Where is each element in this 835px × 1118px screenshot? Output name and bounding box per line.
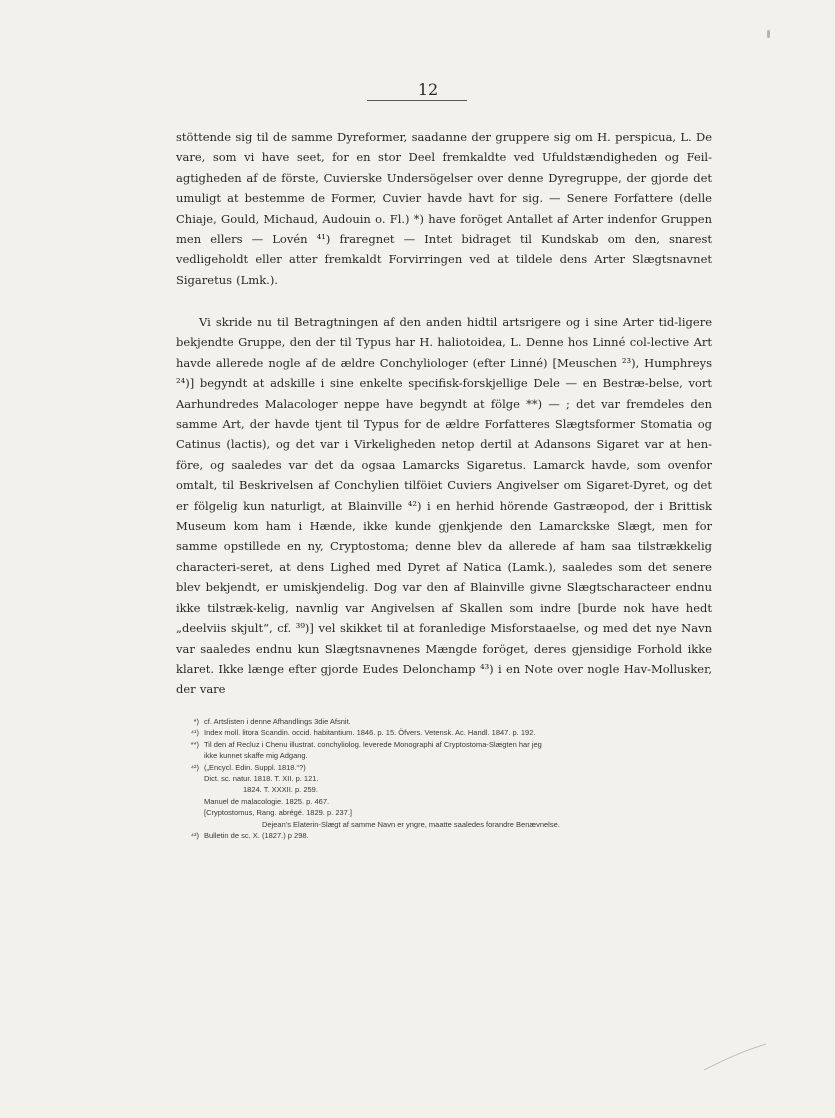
footnote-text-continued: ikke kunnet skaffe mig Adgang.: [204, 751, 308, 761]
page-number: 12: [417, 80, 439, 99]
footnote-mark: **): [190, 739, 199, 749]
footnote-text: („Encycl. Edin. Suppl. 1818.“?): [204, 762, 306, 772]
footnote-dict-line-1: Dict. sc. natur. 1818. T. XII. p. 121.: [204, 774, 319, 784]
body-paragraph-1: stöttende sig til de samme Dyreformer, saadanne der gruppere sig om H. perspicua, L. De vare, som vi have seet, for en stor Deel fremkaldte ved Ufuldstændigheden og Feil-agtigheden af de förste, Cuvierske Undersögelser over denne Dyregruppe, der gjorde det umuligt at bestemme de Former, Cuvier havde havt for sig. — Senere Forfattere (delle Chiaje, Gould, Michaud, Audouin o. Fl.) *) have foröget Antallet af Arter indenfor Gruppen men ellers — Lovén ⁴¹) fraregnet — Intet bidraget til Kundskab om den, snarest vedligeholdt eller atter fremkaldt Forvirringen ved at tildele dens Arter Slægtsnavnet Sigaretus (Lmk.).: [176, 130, 712, 287]
footnote-42: [176, 762, 786, 830]
footnote-double-star: [176, 739, 786, 762]
footnote-mark: ⁴²): [190, 762, 199, 772]
pencil-mark: [700, 1042, 770, 1072]
footnote-43: [176, 830, 786, 841]
footnote-star: [176, 716, 786, 727]
footnote-text: Til den af Recluz i Chenu illustrat. conchyliolog. leverede Monographi af Cryptostoma-Slægten har jeg: [204, 739, 542, 749]
footnote-text: Index moll. litora Scandin. occid. habitantium. 1846. p. 15. Öfvers. Vetensk. Ac. Handl. 1847. p. 192.: [204, 728, 536, 738]
footnotes: [176, 716, 786, 841]
footnote-mark: *): [193, 717, 199, 726]
footnote-cryptostomus: [Cryptostomus, Rang. abrégé. 1829. p. 237.]: [204, 808, 353, 818]
paper-stain: [767, 30, 770, 38]
footnote-text: Bulletin de sc. X. (1827.) p 298.: [204, 831, 309, 841]
body-paragraph-2: Vi skride nu til Betragtningen af den anden hidtil artsrigere og i sine Arter tid-ligere bekjendte Gruppe, den der til Typus har H. haliotoidea, L. Denne hos Linné col-lective Art havde allerede nogle af de ældre Conchyliologer (efter Linné) [Meuschen ²³), Humphreys ²⁴)] begyndt at adskille i sine enkelte specifisk-forskjellige Dele — en Bestræ-belse, vort Aarhundredes Malacologer neppe have begyndt at fölge **) — ; det var fremdeles den samme Art, der havde tjent til Typus for de ældre Forfatteres Slægtsformer Stomatia og Catinus (lactis), og det var i Virkeligheden netop dertil at Adansons Sigaret var at hen-före, og saaledes var det da ogsaa Lamarcks Sigaretus. Lamarck havde, som ovenfor omtalt, til Beskrivelsen af Conchylien tilföiet Cuviers Angivelser om Sigaret-Dyret, og det er fölgelig kun naturligt, at Blainville ⁴²) i en herhid hörende Gastræopod, der i Brittisk Museum kom ham i Hænde, ikke kunde gjenkjende den Lamarckske Slægt, men for samme opstillede en ny, Cryptostoma; denne blev da allerede af ham saa tilstrækkelig characteri-seret, at dens Lighed med Dyret af Natica (Lamk.), saaledes som det senere blev bekjendt, er umiskjendelig. Dog var den af Blainville givne Slægtscharacteer endnu ikke tilstræk-kelig, navnlig var Angivelsen af Skallen som indre [burde nok have hedt „deelviis skjult“, cf. ³⁹)] vel skikket til at foranledige Misforstaaelse, og med det nye Navn var saaledes endnu kun Slægtsnavnenes Mængde foröget, deres gjensidige Forhold ikke klaret. Ikke længe efter gjorde Eudes Delonchamp ⁴³) i en Note over nogle Hav-Mollusker, der vare: [176, 315, 712, 697]
footnote-text: cf. Artslisten i denne Afhandlings 3die Afsnit.: [204, 717, 351, 726]
footnote-mark: ⁴¹): [190, 728, 199, 738]
page-number-rule: [367, 100, 467, 101]
footnote-41: [176, 727, 786, 738]
footnote-dict-line-2: 1824. T. XXXII. p. 259.: [243, 785, 318, 795]
footnote-mark: ⁴³): [190, 831, 199, 841]
footnote-dejean: Dejean's Elaterin-Slægt af samme Navn er yngre, maatte saaledes forandre Benævnelse.: [262, 819, 560, 829]
footnote-manuel: Manuel de malacologie. 1825. p. 467.: [204, 796, 330, 806]
